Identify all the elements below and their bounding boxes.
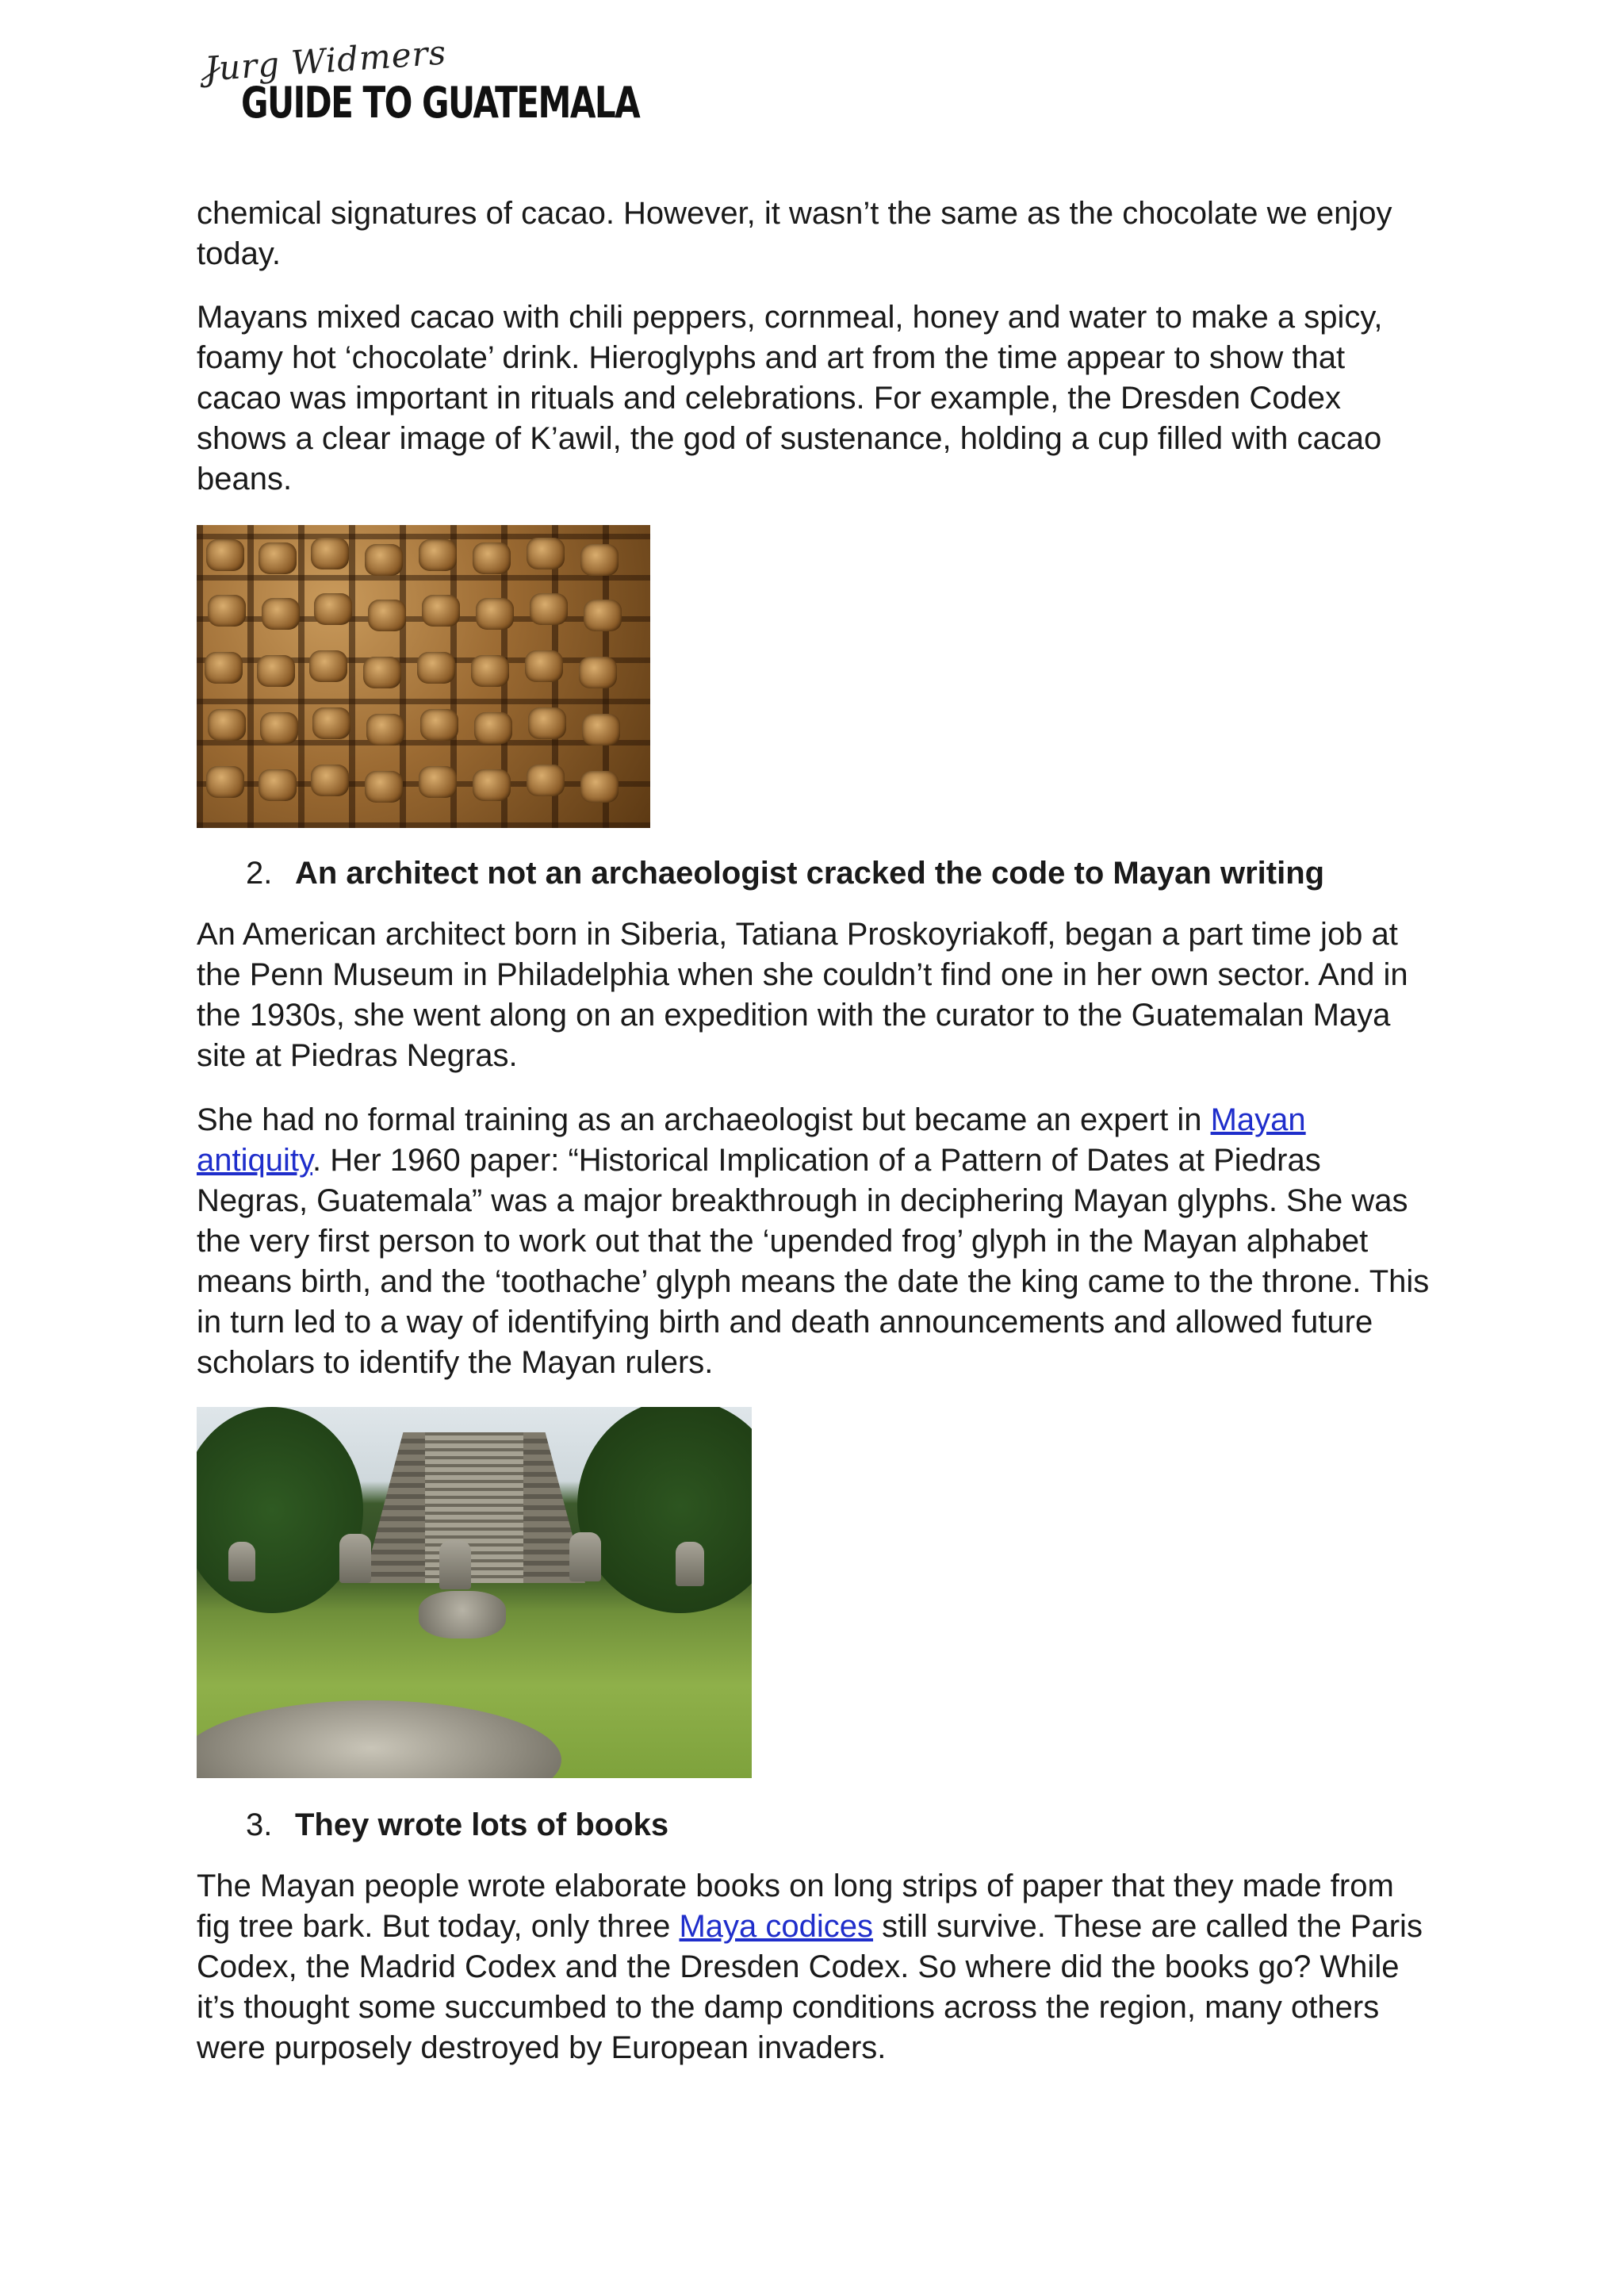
- glyph-mark: [584, 600, 622, 631]
- glyph-mark: [311, 538, 349, 569]
- paragraph-5: [197, 1866, 1434, 2068]
- glyph-mark: [473, 542, 511, 574]
- glyph-mark: [422, 595, 460, 627]
- stela-stone: [569, 1532, 601, 1581]
- glyph-mark: [580, 771, 619, 803]
- glyph-mark: [473, 769, 511, 801]
- altar-stone: [419, 1591, 506, 1639]
- glyph-mark: [208, 595, 246, 627]
- maya-temple-image: [197, 1407, 752, 1778]
- glyph-mark: [474, 712, 512, 744]
- glyph-mark: [476, 598, 514, 630]
- paragraph-2: [197, 297, 1434, 500]
- section-title: An architect not an archaeologist cracked the code to Mayan writing: [295, 856, 1325, 891]
- paragraph-3-text: An American architect born in Siberia, Tatiana Proskoyriakoff, began a part time job at the Penn Museum in Philadelphia when she couldn’t find one in her own sector. And in the 1930s, she went along on an expedition with the curator to the Guatemalan Maya site at Piedras Negras.: [197, 917, 1408, 1073]
- glyph-mark: [419, 766, 457, 798]
- glyph-mark: [206, 539, 244, 571]
- paragraph-1: [197, 194, 1434, 274]
- glyph-mark: [314, 593, 352, 625]
- section-number: 3.: [246, 1807, 273, 1842]
- tree-canopy-right: [577, 1407, 752, 1613]
- stela-stone: [228, 1542, 255, 1581]
- glyph-mark: [527, 765, 565, 796]
- paragraph-5-end: still survive. These are called the Paris Codex, the Madrid Codex and the Dresden Codex. So where did the books go? While it’s thought some succumbed to the damp conditions across the region, many others were purposely destroyed by European invaders.: [197, 1909, 1423, 2065]
- section-number: 2.: [246, 856, 273, 891]
- glyph-mark: [260, 712, 298, 744]
- glyph-carving-image: [197, 525, 650, 828]
- stela-stone: [676, 1542, 704, 1586]
- guide-logo: [200, 33, 640, 128]
- glyph-mark: [259, 542, 297, 574]
- glyph-mark: [365, 544, 403, 576]
- maya-codices-link[interactable]: Maya codices: [679, 1909, 874, 1944]
- section-heading-3: [246, 1805, 668, 1846]
- glyph-mark: [363, 657, 401, 688]
- glyph-mark: [257, 655, 295, 687]
- glyph-mark: [525, 650, 563, 682]
- glyph-mark: [530, 593, 568, 625]
- glyph-mark: [417, 652, 455, 684]
- paragraph-4-end: . Her 1960 paper: “Historical Implication of a Pattern of Dates at Piedras Negras, Guatemala” was a major breakthrough in deciphering Mayan glyphs. She was the very first person to work out that the ‘upended frog’ glyph in the Mayan alphabet means birth, and the ‘toothache’ glyph means the date the king came to the throne. This in turn led to a way of identifying birth and death announcements and allowed future scholars to identify the Mayan rulers.: [197, 1143, 1430, 1380]
- paragraph-3: [197, 914, 1434, 1076]
- paragraph-1-text: chemical signatures of cacao. However, it wasn’t the same as the chocolate we enjoy today.: [197, 196, 1392, 271]
- glyph-mark: [259, 769, 297, 801]
- glyph-mark: [580, 544, 619, 576]
- paragraph-5-text: [197, 1866, 1434, 2068]
- glyph-mark: [419, 539, 457, 571]
- stela-stone: [439, 1540, 471, 1589]
- glyph-mark: [527, 538, 565, 569]
- mayan-antiquity-link[interactable]: Mayan antiquity: [197, 1102, 1306, 1178]
- glyph-mark: [208, 709, 246, 741]
- glyph-mark: [366, 714, 404, 746]
- section-heading-2: [246, 853, 1324, 894]
- glyph-mark: [205, 652, 243, 684]
- glyph-mark: [582, 714, 620, 746]
- paragraph-5-start: The Mayan people wrote elaborate books on long strips of paper that they made from fig tree bark. But today, only three: [197, 1869, 1394, 1944]
- paragraph-4: [197, 1100, 1434, 1383]
- glyph-mark: [312, 707, 350, 739]
- section-title: They wrote lots of books: [295, 1807, 669, 1842]
- glyph-mark: [579, 657, 617, 688]
- glyph-mark: [471, 655, 509, 687]
- glyph-mark: [262, 598, 300, 630]
- glyph-mark: [365, 771, 403, 803]
- glyph-mark: [368, 600, 406, 631]
- stela-stone: [339, 1534, 371, 1583]
- foreground-stone: [197, 1700, 561, 1778]
- logo-script: Jurg Widmers: [203, 33, 448, 89]
- tree-canopy-left: [197, 1407, 363, 1613]
- glyph-mark: [311, 765, 349, 796]
- glyph-mark: [420, 709, 458, 741]
- paragraph-4-text: [197, 1100, 1434, 1383]
- paragraph-4-start: She had no formal training as an archaeologist but became an expert in: [197, 1102, 1211, 1137]
- glyph-mark: [206, 766, 244, 798]
- logo-wordmark: GUIDE TO GUATEMALA: [241, 78, 640, 128]
- glyph-mark: [309, 650, 347, 682]
- paragraph-2-text: Mayans mixed cacao with chili peppers, cornmeal, honey and water to make a spicy, foamy hot ‘chocolate’ drink. Hieroglyphs and art from the time appear to show that cacao was important in rituals and celebrations. For example, the Dresden Codex shows a clear image of K’awil, the god of sustenance, holding a cup filled with cacao beans.: [197, 300, 1383, 496]
- glyph-mark: [528, 707, 566, 739]
